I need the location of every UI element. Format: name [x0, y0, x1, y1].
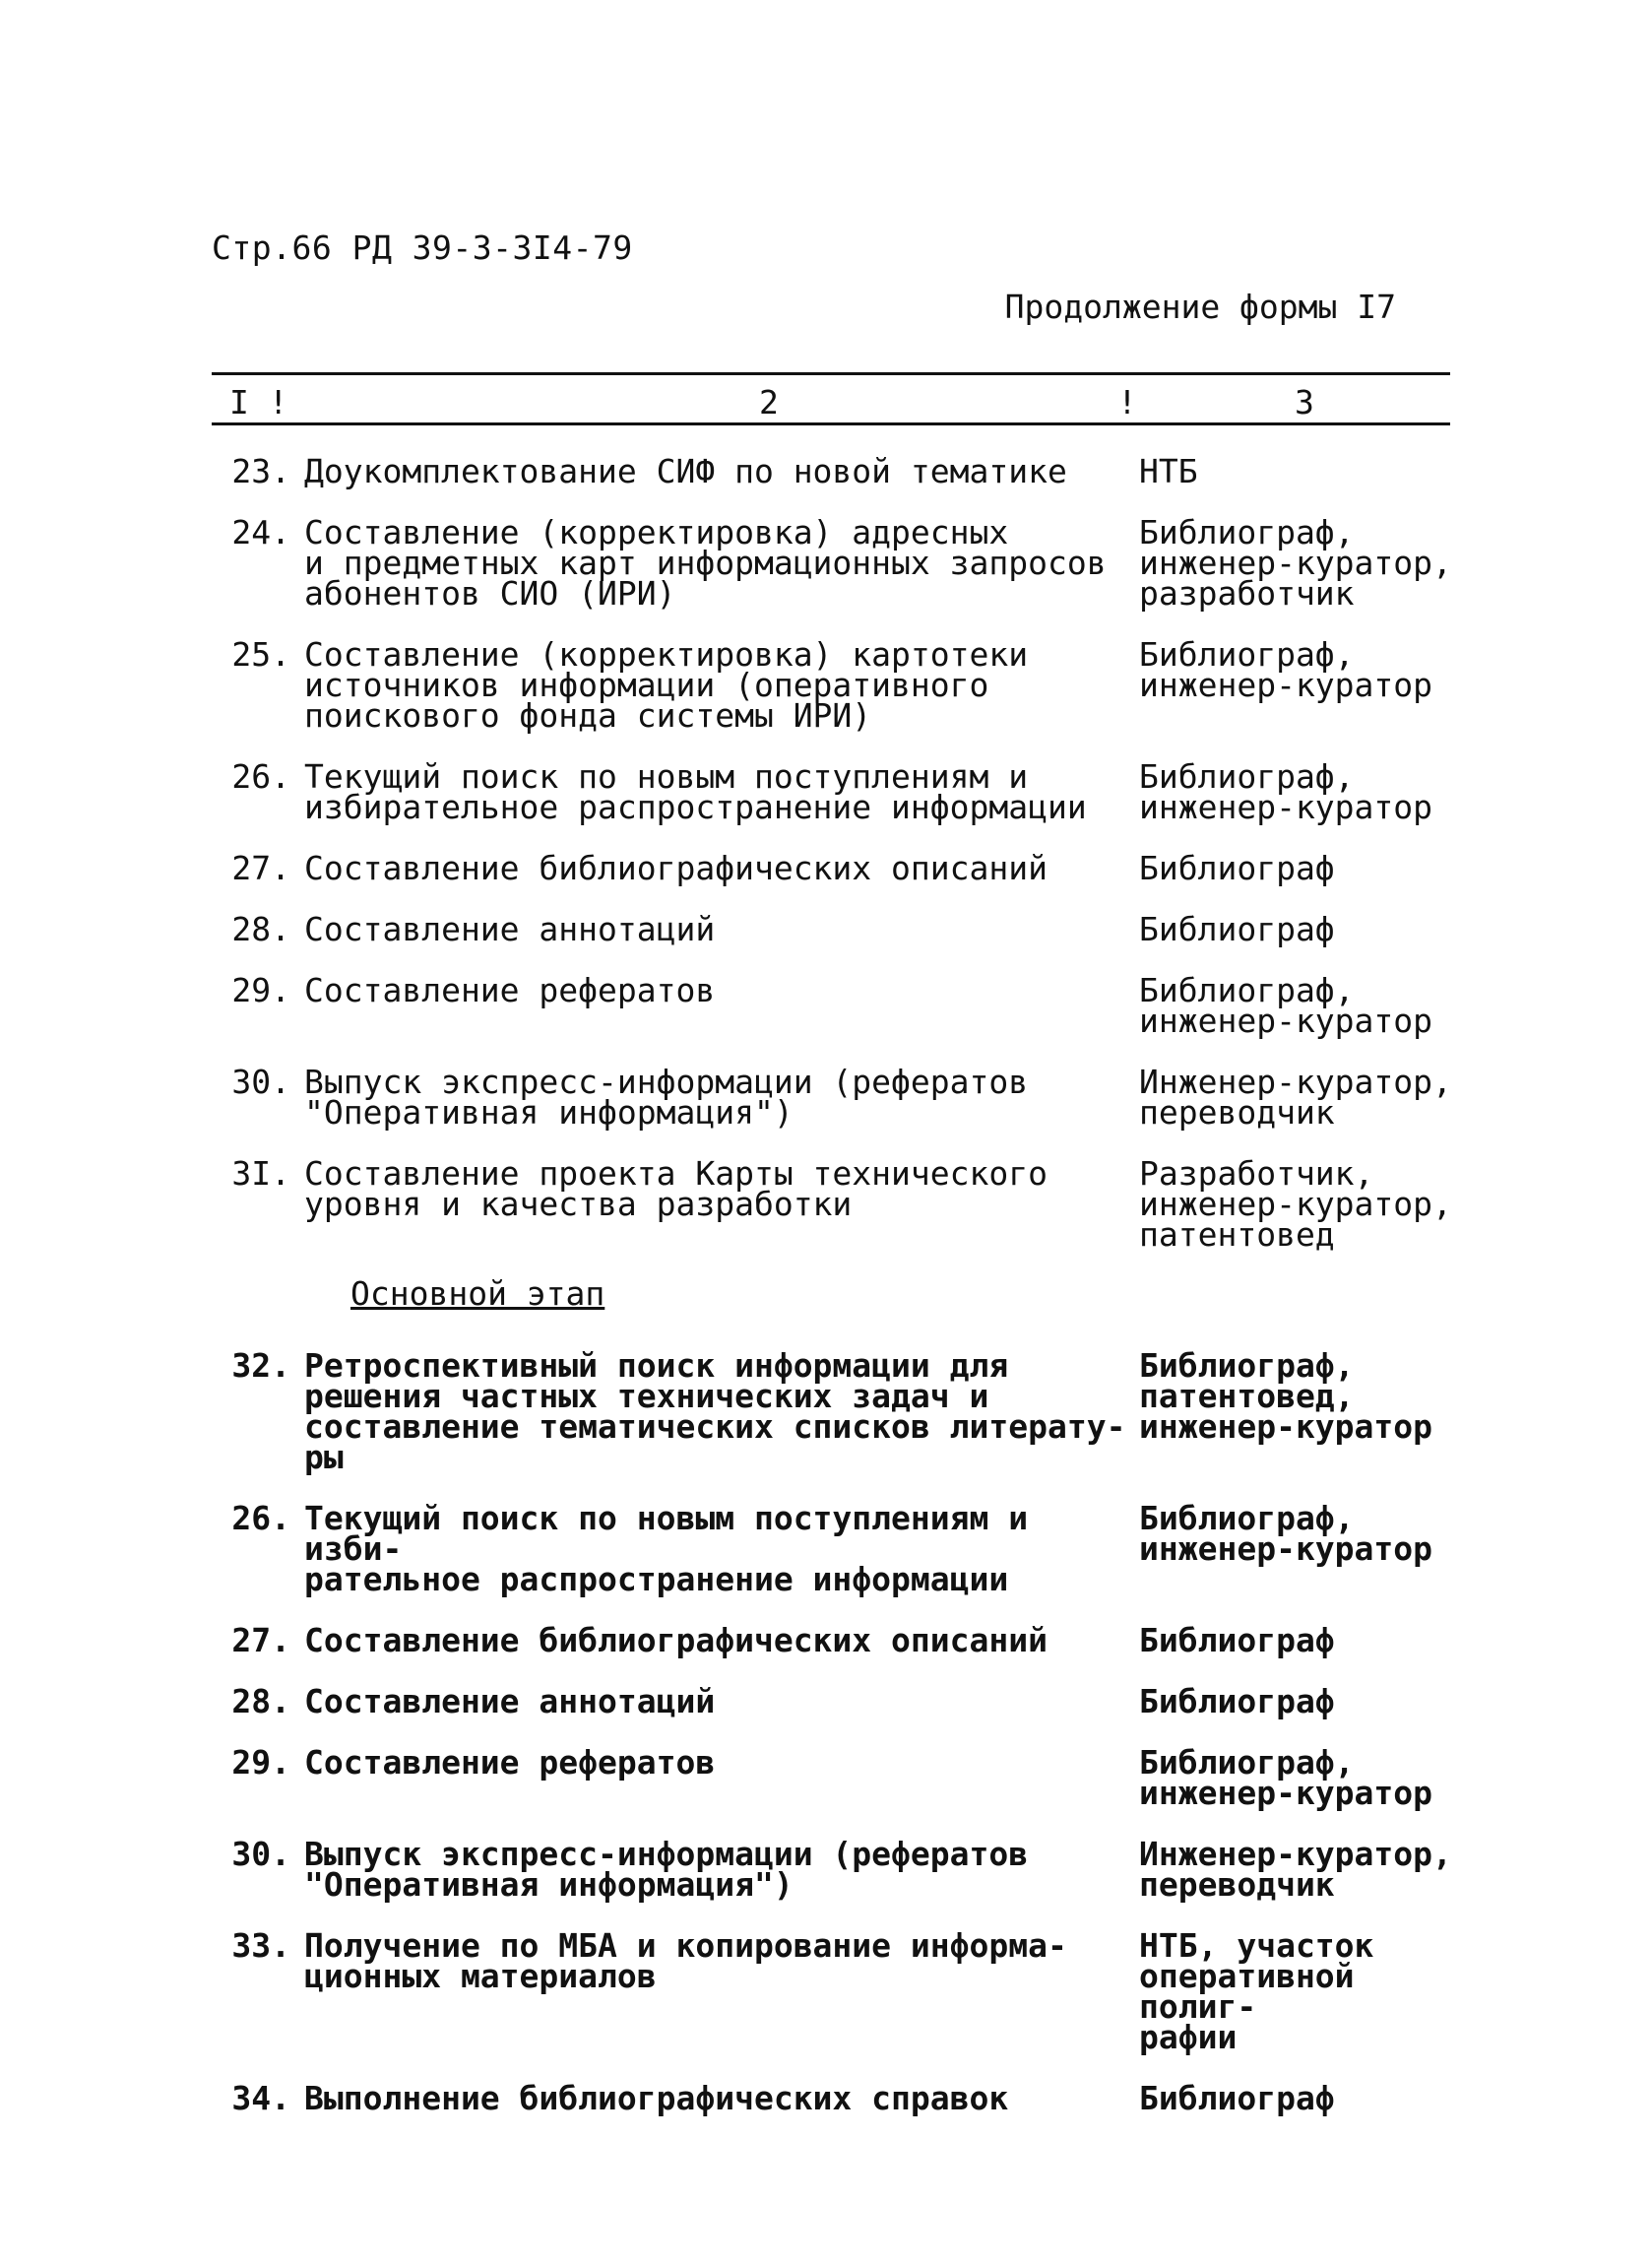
row-number: 30. — [231, 1835, 290, 1873]
work-description: Составление рефератов — [304, 971, 716, 1009]
row-number: 32. — [231, 1346, 290, 1385]
row-number: 3I. — [231, 1154, 290, 1193]
table-row — [212, 910, 1450, 948]
row-number: 23. — [231, 452, 290, 490]
column-separator: ! — [1117, 383, 1137, 421]
row-number: 25. — [231, 635, 290, 674]
table-row — [212, 1154, 1452, 1254]
table-row — [212, 1743, 1450, 1812]
performer: Библиограф, инженер-куратор — [1139, 757, 1433, 826]
work-description: Составление библиографических описаний — [304, 849, 1048, 887]
work-description: Составление проекта Карты технического уровня и качества разработки — [304, 1154, 1048, 1223]
table-row — [212, 757, 1450, 826]
performer: Библиограф — [1139, 2079, 1335, 2117]
work-description: Получение по МБА и копирование информа- ционных материалов — [304, 1926, 1067, 1995]
performer: Библиограф, инженер-куратор — [1139, 971, 1433, 1040]
table-row — [212, 1346, 1450, 1476]
performer: Библиограф — [1139, 849, 1335, 887]
performer: Инженер-куратор, переводчик — [1139, 1835, 1452, 1904]
table-row — [212, 1835, 1452, 1904]
work-description: Составление (корректировка) адресных и предметных карт информационных запросов абонентов СИО (ИРИ) — [304, 513, 1107, 613]
row-number: 33. — [231, 1926, 290, 1965]
table-column-header — [212, 372, 1450, 425]
row-number: 29. — [231, 971, 290, 1009]
work-description: Выполнение библиографических справок — [304, 2079, 1009, 2117]
row-number: 27. — [231, 1621, 290, 1659]
table-row — [212, 1621, 1450, 1659]
column-1-header: I ! — [229, 383, 288, 421]
table-row — [212, 635, 1450, 735]
section-title: Основной этап — [350, 1274, 605, 1313]
work-description: Доукомплектование СИФ по новой тематике — [304, 452, 1067, 490]
table-body — [212, 452, 1452, 2144]
performer: Библиограф, патентовед, инженер-куратор — [1139, 1346, 1433, 1446]
row-number: 34. — [231, 2079, 290, 2117]
table-row — [212, 452, 1450, 490]
performer: Библиограф — [1139, 910, 1335, 948]
row-number: 26. — [231, 1499, 290, 1537]
table-row — [212, 849, 1450, 887]
performer: НТБ, участок оперативной полиг- рафии — [1139, 1926, 1374, 2056]
row-number: 28. — [231, 1682, 290, 1720]
work-description: Составление аннотаций — [304, 1682, 716, 1720]
page-reference: Стр.66 РД 39-3-3I4-79 — [212, 228, 633, 267]
work-description: Текущий поиск по новым поступлениям и избирательное распространение информации — [304, 757, 1087, 826]
work-description: Выпуск экспресс-информации (рефератов "Оперативная информация") — [304, 1063, 1029, 1132]
performer: Библиограф, инженер-куратор — [1139, 1743, 1433, 1812]
form-continuation-note: Продолжение формы I7 — [1004, 288, 1396, 326]
performer: Библиограф, инженер-куратор — [1139, 635, 1433, 704]
column-3-header: 3 — [1295, 383, 1314, 421]
work-description: Текущий поиск по новым поступлениям и изби- рательное распространение информации — [304, 1499, 1029, 1598]
work-description: Выпуск экспресс-информации (рефератов "Оперативная информация") — [304, 1835, 1029, 1904]
performer: Библиограф, инженер-куратор, разработчик — [1139, 513, 1452, 613]
column-2-header: 2 — [759, 383, 779, 421]
performer: Библиограф, инженер-куратор — [1139, 1499, 1433, 1568]
row-number: 27. — [231, 849, 290, 887]
table-row — [212, 971, 1450, 1040]
table-row — [212, 2079, 1450, 2117]
work-description: Составление библиографических описаний — [304, 1621, 1048, 1659]
row-number: 24. — [231, 513, 290, 551]
work-description: Составление рефератов — [304, 1743, 716, 1782]
row-number: 26. — [231, 757, 290, 796]
performer: Библиограф — [1139, 1682, 1335, 1720]
work-description: Ретроспективный поиск информации для решения частных технических задач и составление тематических списков литерату- ры — [304, 1346, 1126, 1476]
row-number: 28. — [231, 910, 290, 948]
row-number: 30. — [231, 1063, 290, 1101]
table-row — [212, 1926, 1450, 2056]
work-description: Составление аннотаций — [304, 910, 716, 948]
table-row — [212, 1682, 1450, 1720]
table-row — [212, 1499, 1450, 1598]
table-row — [212, 1063, 1452, 1132]
performer: НТБ — [1139, 452, 1198, 490]
row-number: 29. — [231, 1743, 290, 1782]
performer: Разработчик, инженер-куратор, патентовед — [1139, 1154, 1452, 1254]
performer: Инженер-куратор, переводчик — [1139, 1063, 1452, 1132]
table-row — [212, 513, 1452, 613]
performer: Библиограф — [1139, 1621, 1335, 1659]
work-description: Составление (корректировка) картотеки источников информации (оперативного поискового фонда системы ИРИ) — [304, 635, 1029, 735]
